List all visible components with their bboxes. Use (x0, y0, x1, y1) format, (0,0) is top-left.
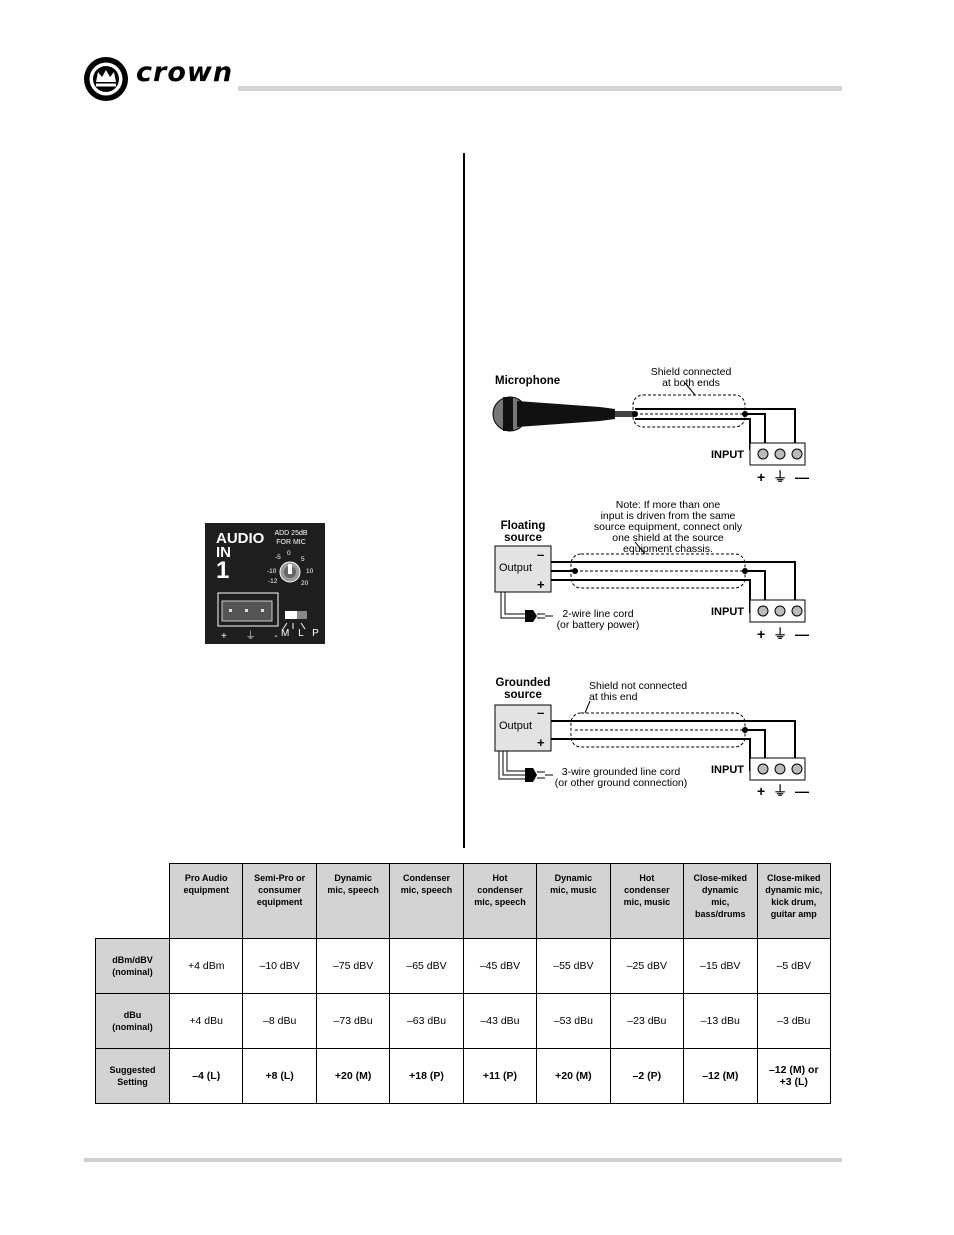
microphone-label: Microphone (495, 375, 561, 387)
dial-label: 5 (301, 556, 305, 563)
table-cell: –2 (P) (610, 1049, 683, 1104)
brand-wordmark: crown (136, 57, 234, 88)
grounded-source-wiring-diagram (485, 677, 825, 797)
grounded-source-label: Grounded source (495, 677, 551, 701)
shield-both-ends-note: Shield connected at both ends (650, 366, 732, 389)
table-cell: –13 dBu (684, 994, 757, 1049)
minus-sign: – (537, 705, 545, 720)
column-header: Hot condenser mic, speech (463, 864, 536, 939)
input-sensitivity-table (95, 863, 831, 1104)
dial-label: 0 (287, 550, 291, 557)
audio-input-panel (205, 523, 325, 644)
panel-add-gain-text: ADD 25dB FOR MIC (274, 530, 308, 546)
table-cell: –75 dBV (316, 939, 389, 994)
dial-label: -5 (275, 554, 281, 561)
table-cell: +20 (M) (537, 1049, 610, 1104)
table-row (96, 1049, 831, 1104)
table-cell: –10 dBV (243, 939, 316, 994)
dial-label: -10 (267, 568, 277, 575)
table-cell: +8 (L) (243, 1049, 316, 1104)
table-cell: +4 dBm (170, 939, 243, 994)
footer-rule (84, 1158, 842, 1162)
floating-source-label: Floating source (500, 520, 546, 544)
table-cell: –15 dBV (684, 939, 757, 994)
single-shield-note: Note: If more than one input is driven from the same source equipment, connect only one shield at the source equipment chassis. (593, 499, 743, 555)
table-cell: +18 (P) (390, 1049, 463, 1104)
plus-sign: + (537, 735, 545, 750)
table-cell: –25 dBV (610, 939, 683, 994)
column-header: Dynamic mic, music (537, 864, 610, 939)
panel-title-audio: AUDIO (216, 530, 265, 547)
column-header: Condenser mic, speech (390, 864, 463, 939)
input-label: INPUT (711, 606, 744, 618)
dial-label: -12 (268, 578, 278, 585)
table-row (96, 994, 831, 1049)
input-label: INPUT (711, 764, 744, 776)
input-label: INPUT (711, 449, 744, 461)
output-label: Output (499, 720, 533, 732)
table-cell: –55 dBV (537, 939, 610, 994)
column-header: Pro Audio equipment (170, 864, 243, 939)
column-header: Dynamic mic, speech (316, 864, 389, 939)
row-header: dBm/dBV (nominal) (96, 939, 170, 994)
dial-label: 20 (301, 580, 309, 587)
floating-source-wiring-diagram (485, 498, 825, 642)
table-cell: –53 dBu (537, 994, 610, 1049)
table-cell: –12 (M) (684, 1049, 757, 1104)
column-header: Hot condenser mic, music (610, 864, 683, 939)
header-rule (238, 86, 842, 91)
plus-sign: + (537, 577, 545, 592)
table-cell: –12 (M) or +3 (L) (757, 1049, 831, 1104)
column-divider (463, 153, 465, 848)
shield-not-connected-note: Shield not connected at this end (589, 680, 688, 703)
table-cell: –45 dBV (463, 939, 536, 994)
column-header: Close-miked dynamic mic, kick drum, guitar amp (757, 864, 831, 939)
crown-emblem-icon (82, 55, 132, 103)
table-cell: –8 dBu (243, 994, 316, 1049)
minus-sign: – (537, 547, 545, 562)
panel-terminal-legend: + ⏚ - (221, 631, 286, 642)
row-header: dBu (nominal) (96, 994, 170, 1049)
panel-channel-number: 1 (216, 557, 230, 584)
table-cell: –4 (L) (170, 1049, 243, 1104)
terminal-legend: + ⏚ — (757, 783, 811, 799)
table-header-row (96, 864, 831, 939)
panel-title-in: IN (216, 544, 231, 561)
table-cell: +11 (P) (463, 1049, 536, 1104)
table-cell: –43 dBu (463, 994, 536, 1049)
table-corner-cell (96, 864, 170, 939)
row-header: Suggested Setting (96, 1049, 170, 1104)
table-cell: +20 (M) (316, 1049, 389, 1104)
microphone-wiring-diagram (485, 365, 825, 485)
terminal-legend: + ⏚ — (757, 626, 811, 642)
table-cell: –63 dBu (390, 994, 463, 1049)
column-header: Semi-Pro or consumer equipment (243, 864, 316, 939)
table-cell: –3 dBu (757, 994, 831, 1049)
table-cell: +4 dBu (170, 994, 243, 1049)
two-wire-cord-label: 2-wire line cord (or battery power) (556, 608, 640, 631)
table-row (96, 939, 831, 994)
output-label: Output (499, 562, 533, 574)
table-cell: –5 dBV (757, 939, 831, 994)
crown-logo (82, 55, 242, 103)
panel-graphics (205, 523, 325, 644)
column-header: Close-miked dynamic mic, bass/drums (684, 864, 757, 939)
table-cell: –73 dBu (316, 994, 389, 1049)
table-cell: –23 dBu (610, 994, 683, 1049)
terminal-legend: + ⏚ — (757, 469, 811, 485)
panel-mode-legend: M L P (281, 628, 322, 639)
dial-label: 10 (306, 568, 314, 575)
three-wire-cord-label: 3-wire grounded line cord (or other ground connection) (554, 766, 688, 789)
table-cell: –65 dBV (390, 939, 463, 994)
